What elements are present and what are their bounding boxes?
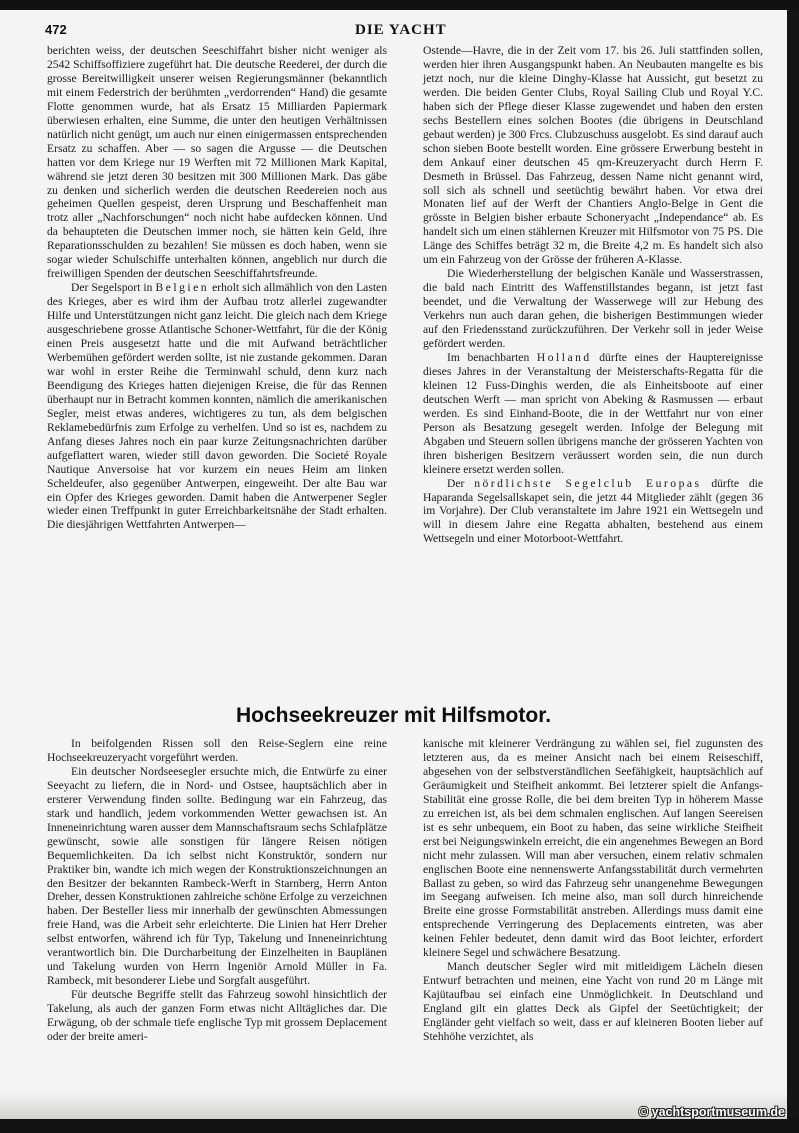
scan-right-border [787,10,799,1133]
text-run: Im benachbarten [447,350,537,364]
paragraph: Manch deutscher Segler wird mit mitleidigem Lächeln diesen Entwurf betrachten und meinen, eine Yacht von rund 20 m Länge mit Kajütaufbau sei einfach eine Unmöglichkeit. In Deutschland und England gilt ein glattes Deck als Gipfel der Seetüchtigkeit; der Engländer geht vielfach so weit, dass er auf kleineren Booten lieber auf Stehhöhe verzichtet, als [423,960,763,1044]
paragraph: In beifolgenden Rissen soll den Reise-Seglern eine reine Hochseekreuzeryacht vorgeführt werden. [47,737,387,764]
running-head: DIE YACHT [355,22,447,38]
paragraph [423,351,763,477]
spaced-keyword: Belgien [155,281,210,295]
paragraph: Ein deutscher Nordseesegler ersuchte mich, die Entwürfe zu einer Seeyacht zu liefern, die in Nord- und Ostsee, hauptsächlich aber in ersterer Verwendung finden sollte. Bedingung war ein Fahrzeug, das stark und handlich, jedem vorkommenden Wetter gewachsen ist. An Inneneinrichtung waren ausser dem Mannschaftsraum sechs Schlafplätze gewünscht, sowie alle sonstigen für längere Reisen nötigen Bequemlichkeiten. Da ich selbst nicht Konstruktör, sondern nur Praktiker bin, wandte ich mich wegen der Konstruktionszeichnungen an den Besitzer der bekannten Rambeck-Werft in Starnberg, Herrn Anton Dreher, dessen Konstruktionen zahlreiche schöne Erfolge zu verzeichnen haben. Der Besteller liess mir innerhalb der gewünschten Abmessungen freie Hand, was die Arbeit sehr erleichterte. Die Linien hat Herr Dreher selbst entworfen, während ich für Typ, Takelung und Inneneinrichtung verantwortlich bin. Die Durcharbeitung der Einzelheiten in Bauplänen und Takelung wurden von Herrn Ingeniör Arnold Müller in Fa. Rambeck, mit besonderer Liebe und Sorgfalt ausgeführt. [47,764,387,988]
paragraph: Für deutsche Begriffe stellt das Fahrzeug sowohl hinsichtlich der Takelung, als auch der ganzen Form etwas nicht Alltägliches dar. Die Erwägung, ob der schmale tiefe englische Typ mit grossem Deplacement oder der breite ameri- [47,988,387,1044]
article-left-column [47,737,387,1044]
magazine-page [0,10,787,1120]
text-run: dürfte die Haparanda Segelsallskapet sein, die jetzt 44 Mitglieder zählt (gegen 36 im Vorjahre). Der Club veranstaltete im Jahre 1921 ein Wettsegeln und will in diesem Jahre eine Regatta abhalten, bestehend aus einem Wettsegeln und einer Motorboot-Wettfahrt. [423,476,763,546]
paragraph [423,477,763,547]
scan-top-border [0,0,799,10]
top-right-column [423,44,763,546]
text-run: dürfte eines der Hauptereignisse dieses Jahres in der Veranstaltung der Meisterschafts-Regatta für die kleinen 12 Fuss-Dinghis werden, die als Einheitsboote auf einer deutschen Werft — man spricht von Abeking & Rasmussen — erbaut werden. Es sind Einhand-Boote, die in der Wettfahrt nur von einer Person als Besatzung gesegelt werden. Infolge der Belegung mit Abgaben und Steuern sollen übrigens manche der grösseren Yachten von ihren bisherigen Besitzern veräussert worden sein, die nun durch kleinere ersetzt werden sollen. [423,350,763,476]
paragraph: berichten weiss, der deutschen Seeschiffahrt bisher nicht weniger als 2542 Schiffsoffiziere zugeführt hat. Die deutsche Reederei, der durch die grosse Bereitwilligkeit unserer weisen Regierungsmänner (bekanntlich mit einem Federstrich der berühmten „verdorrenden“ Hand) die gesamte Flotte genommen wurde, hat als Ersatz 15 Milliarden Papiermark überwiesen erhalten, eine Summe, die unter den heutigen Verhältnissen natürlich nicht genügt, um auch nur einen einigermassen entsprechenden Ersatz zu schaffen. Aber — so sagen die Argusse — die Deutschen hatten vor dem Kriege nur 19 Werften mit 72 Millionen Mark Kapital, während sie jetzt deren 30 besitzen mit 300 Millionen Mark. Das gäbe zu denken und sicherlich werden die deutschen Reedereien noch aus geheimen Quellen gespeist, deren Ursprung und Beschaffenheit man trotz aller „Nachforschungen“ noch nicht habe aufdecken können. Und da behaupteten die Deutschen immer noch, sie hätten kein Geld, ihre Reparationsschulden zu bezahlen! Sie müssen es doch haben, wenn sie sogar wieder Schulschiffe unterhalten können, angeblich nur durch die freiwilligen Spenden der deutschen Seeschiffahrtsfreunde. [47,44,387,281]
scan-bottom-border [0,1119,799,1133]
paragraph: kanische mit kleinerer Verdrängung zu wählen sei, fiel zugunsten des letzteren aus, da es meiner Ansicht nach bei einem Reiseschiff, abgesehen von der selbstverständlichen Seefähigkeit, hauptsächlich auf Geräumigkeit und Steifheit ankommt. Bei letzterer spielt die Anfangs-Stabilität eine grosse Rolle, die bei dem breiten Typ in höherem Masse zu erreichen ist, als bei dem schmalen englischen. Auf langen Seereisen ist es sehr unbequem, ein Boot zu haben, das seine wirkliche Steifheit erst bei Neigungswinkeln erreicht, die ein angenehmes Bewegen an Bord nicht mehr zulassen. Will man aber versuchen, einem relativ schmalen englischen Boote eine nennenswerte Anfangsstabilität durch vermehrten Ballast zu geben, so wird das Fahrzeug sehr unangenehme Bewegungen im Seegang aufweisen. Ich meine also, man soll durch hinreichende Breite eine grosse Formstabilität anstreben. Allerdings muss damit eine entsprechende Verringerung des Deplacements eintreten, was aber keinen Fehler bedeutet, denn damit wird das Boot leichter, erfordert kleinere Segel und schwächere Besatzung. [423,737,763,960]
article-headline: Hochseekreuzer mit Hilfsmotor. [235,704,552,727]
paragraph [47,281,387,532]
paragraph: Die Wiederherstellung der belgischen Kanäle und Wasserstrassen, die bald nach Eintritt des Waffenstillstandes begann, ist jetzt fast beendet, und die Verwaltung der Wasserwege will zur Hebung des Verkehrs nun auch daran gehen, die bisherigen Bestimmungen wieder auf den Friedensstand zurückzuführen. Der Verkehr soll in jeder Weise gefördert werden. [423,267,763,351]
top-left-column [47,44,387,532]
article-right-column [423,737,763,1044]
text-run: Der [447,476,475,490]
page-number: 472 [45,22,67,37]
spaced-keyword: nördlichste Segelclub Europas [474,476,702,490]
paragraph: Ostende—Havre, die in der Zeit vom 17. bis 26. Juli stattfinden sollen, werden hier ihren Ausgangspunkt haben. An Neubauten mangelte es bis jetzt noch, nur die kleine Dinghy-Klasse hat Aussicht, gut besetzt zu werden. Die beiden Genter Clubs, Royal Sailing Club und Royal Y.C. haben sich der Pflege dieser Klasse zugewendet und haben den ersten sechs Bestellern eines solchen Bootes (die übrigens in Deutschland gebaut werden) je 300 Frcs. Clubzuschuss ausgelobt. Es sind darauf auch schon sieben Boote bestellt worden. Eine grössere Erwerbung besteht in dem Ankauf einer deutschen 45 qm-Kreuzeryacht durch Herrn F. Desmeth in Brüssel. Das Fahrzeug, dessen Name nicht genannt wird, soll sich als schnell und seetüchtig bewährt haben. Vor etwa drei Monaten lief auf der Werft der Chantiers Anglo-Belge in Gent die grösste in Belgien bisher erbaute Schoneryacht „Independance“ ab. Es handelt sich um einen stählernen Kreuzer mit Hilfsmotor von 75 PS. Die Länge des Schiffes beträgt 32 m, die Breite 4,2 m. Es handelt sich also um ein Fahrzeug von der Grösse der früheren A-Klasse. [423,44,764,267]
copyright-watermark: © yachtsportmuseum.de [638,1105,785,1119]
spaced-keyword: Holland [536,350,592,364]
text-run: Der Segelsport in [71,281,156,295]
text-run: erholt sich allmählich von den Lasten des Krieges, aber es wird ihm der Aufbau trotz allerlei zugewandter Hilfe und Unterstützungen nicht ganz leicht. Die gleich nach dem Kriege ausgeschriebene grosse Atlantische Schoner-Wettfahrt, für die der König einen Preis ausgesetzt hatte und die mit Aufwand beträchtlicher Werbemühen gefördert werden sollte, ist nie zustande gekommen. Daran war wohl in erster Reihe die Terminwahl schuld, denn kurz nach Beendigung des Krieges hatten diejenigen Kreise, die für das Rennen überhaupt nur in Betracht kommen konnten, nämlich die amerikanischen Segler, meist etwas anderes, wichtigeres zu tun, als dem belgischen Reklamebedürfnis zum Erfolge zu verhelfen. Und so ist es, nachdem zu Anfang dieses Jahres noch ein paar kurze Zeitungsnachrichten darüber aufgeflattert waren, wieder still davon geworden. Die Societé Royale Nautique Anversoise hat vor kurzem ein neues Heim am linken Scheldeufer, also gegenüber Antwerpen, eingeweiht. Der alte Bau war ein Opfer des Krieges geworden. Damit haben die Antwerpener Segler wieder einen Treffpunkt in guter Erreichbarkeitsnähe der Stadt erhalten. Die diesjährigen Wettfahrten Antwerpen— [47,281,387,532]
